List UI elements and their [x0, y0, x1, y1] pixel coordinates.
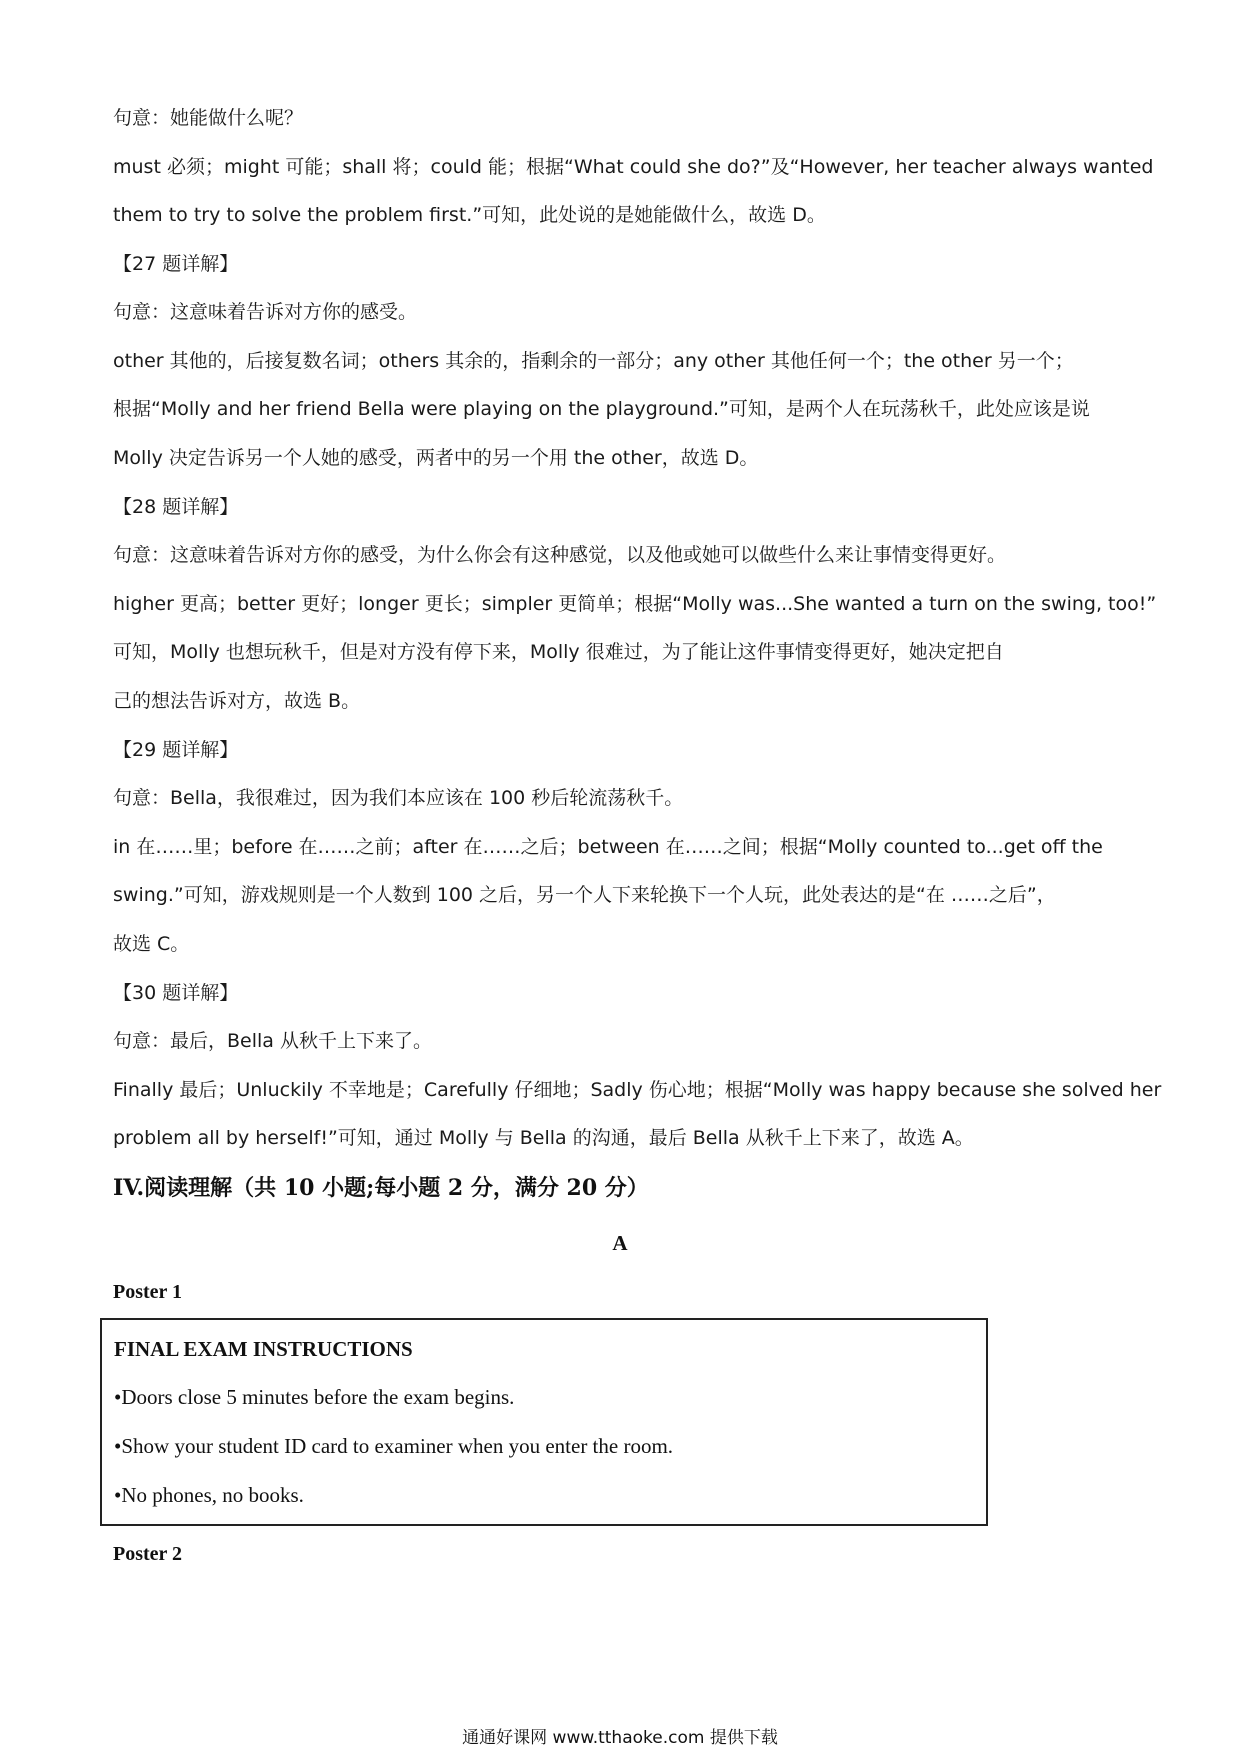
explanation-line: them to try to solve the problem first.”可知，此处说的是她能做什么，故选 D。	[113, 204, 826, 226]
explanation-line: 故选 C。	[113, 933, 190, 955]
explanation-line: 己的想法告诉对方，故选 B。	[113, 690, 361, 712]
explanation-line: 句意：这意味着告诉对方你的感受，为什么你会有这种感觉，以及他或她可以做些什么来让事情变得更好。	[113, 544, 1007, 566]
explanation-line: 根据“Molly and her friend Bella were playing on the playground.”可知，是两个人在玩荡秋千，此处应该是说	[113, 398, 1090, 420]
explanation-line: swing.”可知，游戏规则是一个人数到 100 之后，另一个人下来轮换下一个人玩，此处表达的是“在 ……之后”，	[113, 884, 1056, 906]
question-heading-30: 【30 题详解】	[113, 982, 239, 1004]
poster1-box	[100, 1318, 988, 1526]
explanation-line: in 在……里；before 在……之前；after 在……之后；between 在……之间；根据“Molly counted to...get off the	[113, 836, 1103, 858]
part-label: A	[612, 1231, 628, 1255]
poster1-item: •Show your student ID card to examiner when you enter the room.	[114, 1434, 674, 1458]
question-heading-28: 【28 题详解】	[113, 496, 239, 518]
poster1-label: Poster 1	[113, 1281, 183, 1303]
section-heading: IV.阅读理解（共 10 小题;每小题 2 分，满分 20 分）	[113, 1175, 649, 1201]
poster1-title: FINAL EXAM INSTRUCTIONS	[114, 1337, 413, 1361]
explanation-line: 句意：Bella，我很难过，因为我们本应该在 100 秒后轮流荡秋千。	[113, 787, 684, 809]
explanation-line: 可知，Molly 也想玩秋千，但是对方没有停下来，Molly 很难过，为了能让这件事情变得更好，她决定把自	[113, 641, 1004, 663]
poster1-item: •Doors close 5 minutes before the exam begins.	[114, 1385, 515, 1409]
explanation-line: 句意：最后，Bella 从秋千上下来了。	[113, 1030, 432, 1052]
explanation-line: problem all by herself!”可知，通过 Molly 与 Bella 的沟通，最后 Bella 从秋千上下来了，故选 A。	[113, 1127, 974, 1149]
question-heading-27: 【27 题详解】	[113, 253, 239, 275]
explanation-line: Finally 最后；Unluckily 不幸地是；Carefully 仔细地；Sadly 伤心地；根据“Molly was happy because she solved her	[113, 1079, 1162, 1101]
explanation-line: other 其他的，后接复数名词；others 其余的，指剩余的一部分；any other 其他任何一个；the other 另一个；	[113, 350, 1074, 372]
explanation-line: 句意：这意味着告诉对方你的感受。	[113, 301, 418, 323]
poster1-item: •No phones, no books.	[114, 1483, 304, 1507]
explanation-line: Molly 决定告诉另一个人她的感受，两者中的另一个用 the other，故选 D。	[113, 447, 759, 469]
page-footer: 通通好课网 www.tthaoke.com 提供下载	[462, 1728, 778, 1748]
question-heading-29: 【29 题详解】	[113, 739, 239, 761]
explanation-line: higher 更高；better 更好；longer 更长；simpler 更简单；根据“Molly was...She wanted a turn on the swing, too!”	[113, 593, 1157, 615]
explanation-line: must 必须；might 可能；shall 将；could 能；根据“What could she do?”及“However, her teacher always wanted	[113, 156, 1154, 178]
explanation-line: 句意：她能做什么呢？	[113, 107, 304, 129]
poster2-label: Poster 2	[113, 1543, 183, 1565]
